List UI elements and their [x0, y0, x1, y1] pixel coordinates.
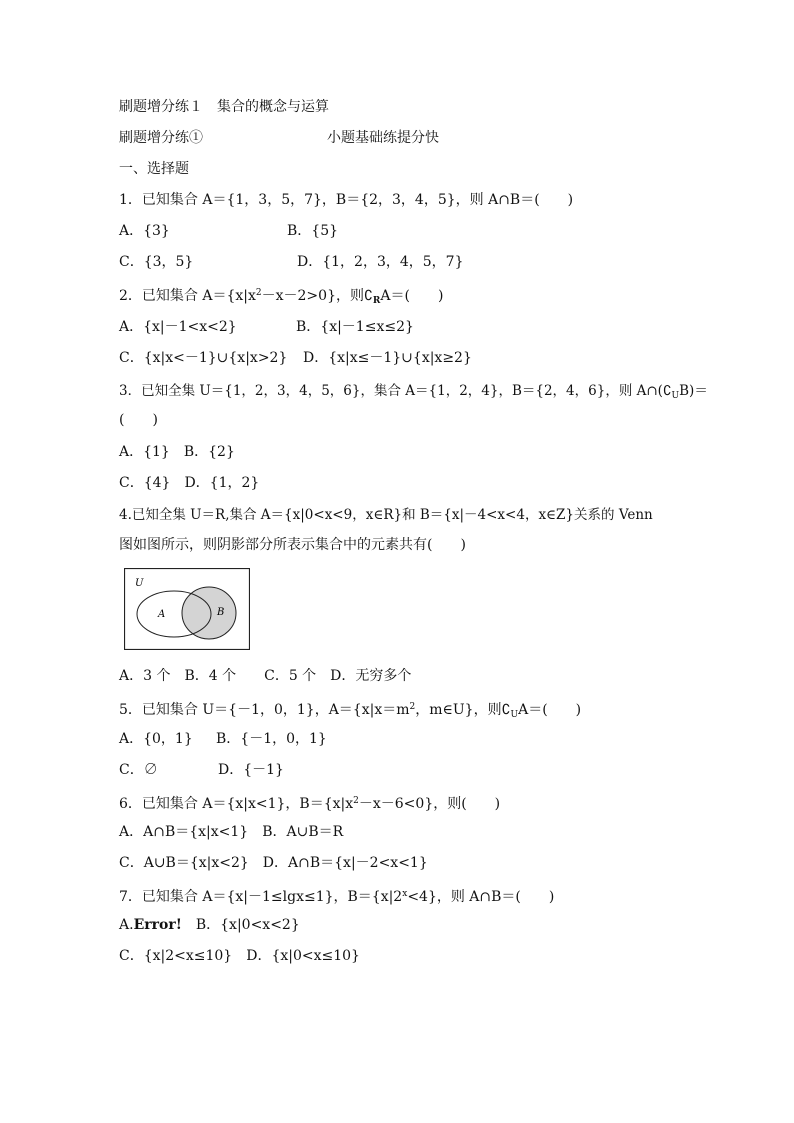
question-6-options-ab: A．A∩B＝{x|x<1} B．A∪B＝R [119, 824, 344, 840]
question-5-option-d: D．{－1} [218, 762, 284, 778]
question-2-option-c: C．{x|x<－1}∪{x|x>2} [119, 350, 288, 366]
question-4-stem-cont: 图如图所示，则阴影部分所表示集合中的元素共有( ) [119, 537, 466, 553]
question-5-option-c: C．∅ [119, 762, 158, 778]
question-7-options-cd: C．{x|2<x≤10} D．{x|0<x≤10} [119, 948, 360, 964]
question-1-option-b: B．{5} [287, 223, 339, 239]
venn-diagram [124, 568, 250, 650]
set-b-circle [182, 587, 236, 639]
question-2-option-d: D．{x|x≤－1}∪{x|x≥2} [303, 350, 472, 366]
section-heading: 一、选择题 [119, 161, 189, 177]
question-1-stem: 1．已知集合 A＝{1，3，5，7}，B＝{2，3，4，5}，则 A∩B＝( ) [119, 192, 574, 208]
question-2-option-b: B．{x|－1≤x≤2} [296, 319, 414, 335]
question-3-stem: 3．已知全集 U＝{1，2，3，4，5，6}，集合 A＝{1，2，4}，B＝{2，4，6}，则 $A\cap(∁_UB)=$ [119, 383, 708, 401]
label-a: A [158, 609, 166, 620]
label-b: B [217, 607, 225, 618]
question-5-stem: 5．已知集合 U＝{－1，0，1}，$A=\{x|x=m^2$，m∈U}，则$∁_UA=$( ) [119, 702, 582, 720]
question-5-option-b: B．{－1，0，1} [216, 731, 327, 747]
question-5-option-a: A．{0，1} [119, 731, 193, 747]
error-text: Error! [133, 917, 182, 933]
question-4-options: A．3 个 B．4 个 C．5 个 D．无穷多个 [119, 668, 412, 684]
subtitle-left: 刷题增分练① [119, 130, 203, 146]
question-1-option-c: C．{3，5} [119, 254, 194, 270]
label-u: U [135, 578, 144, 589]
question-1-option-d: D．{1，2，3，4，5，7} [297, 254, 464, 270]
question-3-options-ab: A．{1} B．{2} [119, 444, 235, 460]
question-6-options-cd: C．A∪B＝{x|x<2} D．A∩B＝{x|－2<x<1} [119, 855, 428, 871]
question-3-options-cd: C．{4} D．{1，2} [119, 475, 260, 491]
question-4-stem: 4.已知全集 U＝R,集合 A＝{x|0<x<9，x∈R}和 B＝{x|－4<x<4，x∈Z}关系的 Venn [119, 507, 653, 523]
subtitle-right: 小题基础练提分快 [327, 130, 439, 146]
page-title: 刷题增分练１ 集合的概念与运算 [119, 99, 329, 115]
question-6-stem: 6．已知集合 A＝{x|x<1}，$B=\{x|x^2-x-6<0\}$，则( ) [119, 796, 501, 812]
question-2-option-a: A．{x|－1<x<2} [119, 319, 237, 335]
question-1-option-a: A．{3} [119, 223, 170, 239]
question-7-options-ab: A.Error! B．{x|0<x<2} [119, 917, 300, 933]
question-7-stem: 7．已知集合 A＝{x|－1≤lgx≤1}，$B=\{x|2^x<4\}$，则 A∩B＝( ) [119, 889, 555, 905]
question-2-stem: 2．已知集合 $A=\{x|x^2-x-2>0\}$，则$∁_RA=$( ) [119, 288, 444, 306]
question-3-stem-cont: ( ) [119, 412, 158, 428]
